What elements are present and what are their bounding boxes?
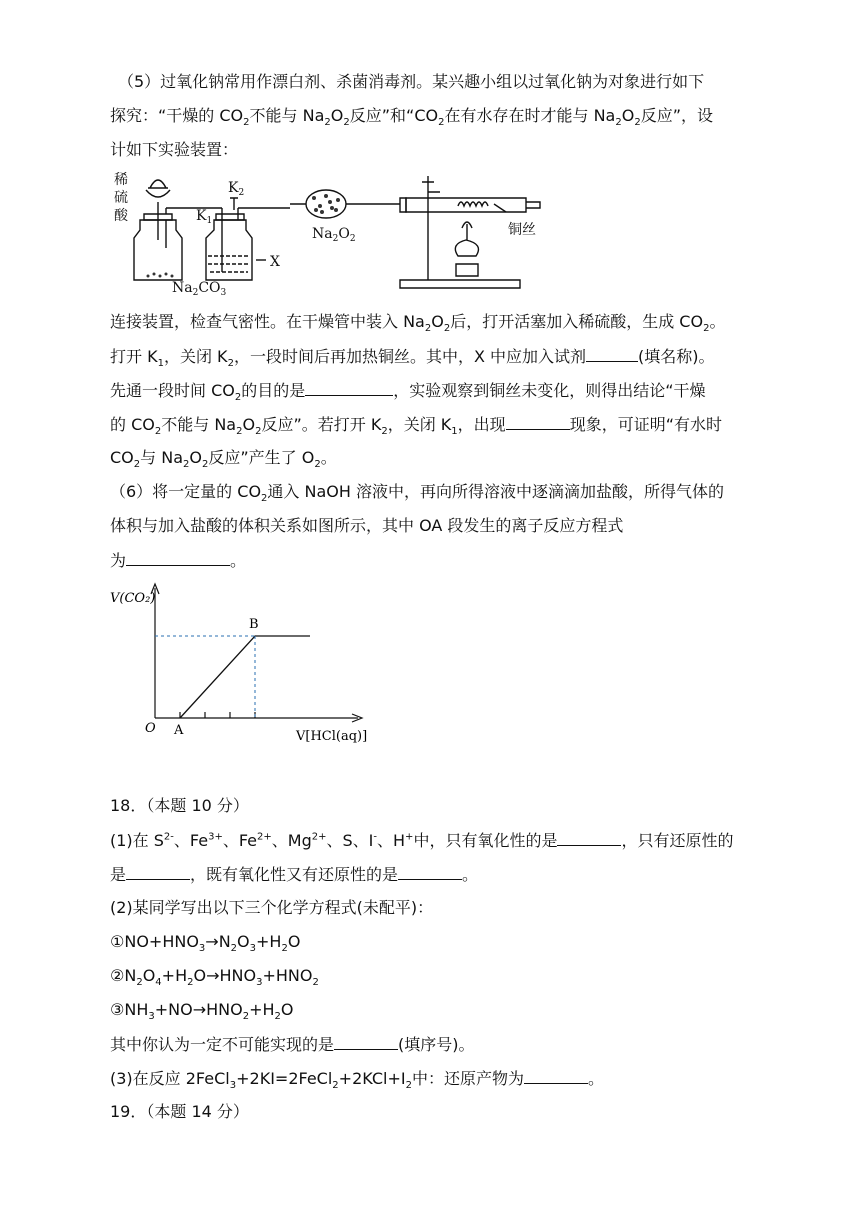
- q18-line3: (2)某同学写出以下三个化学方程式(未配平)：: [110, 898, 434, 917]
- q18-eq3: $③NH_3+NO\to HNO_2+H_2O$: [110, 1000, 294, 1023]
- series-line: [180, 636, 310, 718]
- x-axis-label: V[HCl(aq)]: [296, 729, 368, 744]
- na2o2-label: $Na_2O_2$: [312, 226, 356, 244]
- y-axis-label: V(CO₂): [110, 591, 156, 606]
- q18-line1: (1)在 $S^{2-}$、$Fe^{3+}$、$Fe^{2+}$、$Mg^{2+}$、S、I-、H+中，只有氧化性的是 ，只有还原性的: [110, 831, 734, 850]
- answer-blank-4[interactable]: [126, 550, 230, 566]
- x-label: X: [270, 254, 280, 270]
- q18-eq1: $①NO+HNO_3\to N_2O_3+H_2O$: [110, 932, 301, 955]
- q17-6-line2: 体积与加入盐酸的体积关系如图所示，其中 OA 段发生的离子反应方程式: [110, 516, 624, 535]
- reaction-tube-icon: [406, 198, 526, 212]
- copper-label: 铜丝: [508, 222, 536, 238]
- q19-title: 19．（本题 14 分）: [110, 1102, 249, 1121]
- q17-6-line1: （6）将一定量的 $CO_2$通入 NaOH 溶液中，再向所得溶液中逐滴滴加盐酸，所得气体的: [110, 482, 724, 505]
- q17-5-para4: 的 $CO_2$不能与 $Na_2O_2$反应”。若打开 $K_2$，关闭 $K_1$，出现 现象，可证明“有水时: [110, 415, 722, 438]
- q17-5-para3: 先通一段时间 $CO_2$的目的是 ，实验观察到铜丝未变化，则得出结论“干燥: [110, 381, 706, 404]
- answer-blank-5[interactable]: [557, 830, 621, 846]
- acid-label-2: 硫: [114, 190, 128, 206]
- q17-5-line1: （5）过氧化钠常用作漂白剂、杀菌消毒剂。某兴趣小组以过氧化钠为对象进行如下: [118, 72, 705, 91]
- q17-5-para5: $CO_2$与 $Na_2O_2$反应”产生了 $O_2$。: [110, 448, 337, 471]
- answer-blank-2[interactable]: [305, 380, 393, 396]
- point-b-label: B: [249, 617, 259, 632]
- k1-label: $K_1$: [196, 208, 213, 226]
- q18-eq2: $②N_2O_4+H_2O\to HNO_3+HNO_2$: [110, 966, 319, 989]
- copper-coil-icon: [458, 202, 488, 206]
- q18-line4: 其中你认为一定不可能实现的是 (填序号)。: [110, 1035, 475, 1054]
- q18-line2: 是 ，既有氧化性又有还原性的是 。: [110, 865, 479, 884]
- q18-line5: (3)在反应 $2FeCl_3+2KI=2FeCl_2+2KCl+I_2$中：还原产物为 。: [110, 1069, 605, 1092]
- acid-label-3: 酸: [114, 208, 128, 224]
- q17-5-line3: 计如下实验装置：: [110, 140, 239, 159]
- answer-blank-6[interactable]: [126, 864, 190, 880]
- lamp-icon: [455, 224, 478, 276]
- answer-blank-9[interactable]: [524, 1068, 588, 1084]
- acid-label-1: 稀: [114, 172, 128, 188]
- answer-blank-3[interactable]: [506, 414, 570, 430]
- point-a-label: A: [174, 723, 184, 738]
- na2co3-label: $Na_2CO_3$: [172, 280, 227, 298]
- q17-5-line2: 探究：“干燥的 $CO_2$不能与 $Na_2O_2$反应”和“$CO_2$在有水存在时才能与 $Na_2O_2$反应”，设: [110, 106, 713, 129]
- co2-volume-chart: [100, 580, 380, 750]
- answer-blank-7[interactable]: [398, 864, 462, 880]
- answer-blank-8[interactable]: [334, 1034, 398, 1050]
- q17-5-para2: 打开 $K_1$，关闭 $K_2$，一段时间后再加热铜丝。其中，X 中应加入试剂 (填名称)。: [110, 347, 715, 370]
- bottle-2-icon: [206, 220, 252, 280]
- apparatus-diagram: [110, 168, 550, 298]
- q17-5-para1: 连接装置，检查气密性。在干燥管中装入 $Na_2O_2$后，打开活塞加入稀硫酸，生成 $CO_2$。: [110, 312, 726, 335]
- q17-6-line3: 为 。: [110, 551, 247, 570]
- k2-label: $K_2$: [228, 180, 245, 198]
- answer-blank-1[interactable]: [586, 346, 638, 362]
- q18-title: 18．（本题 10 分）: [110, 796, 249, 815]
- origin-label: O: [145, 721, 156, 736]
- stand-icon: [400, 176, 520, 288]
